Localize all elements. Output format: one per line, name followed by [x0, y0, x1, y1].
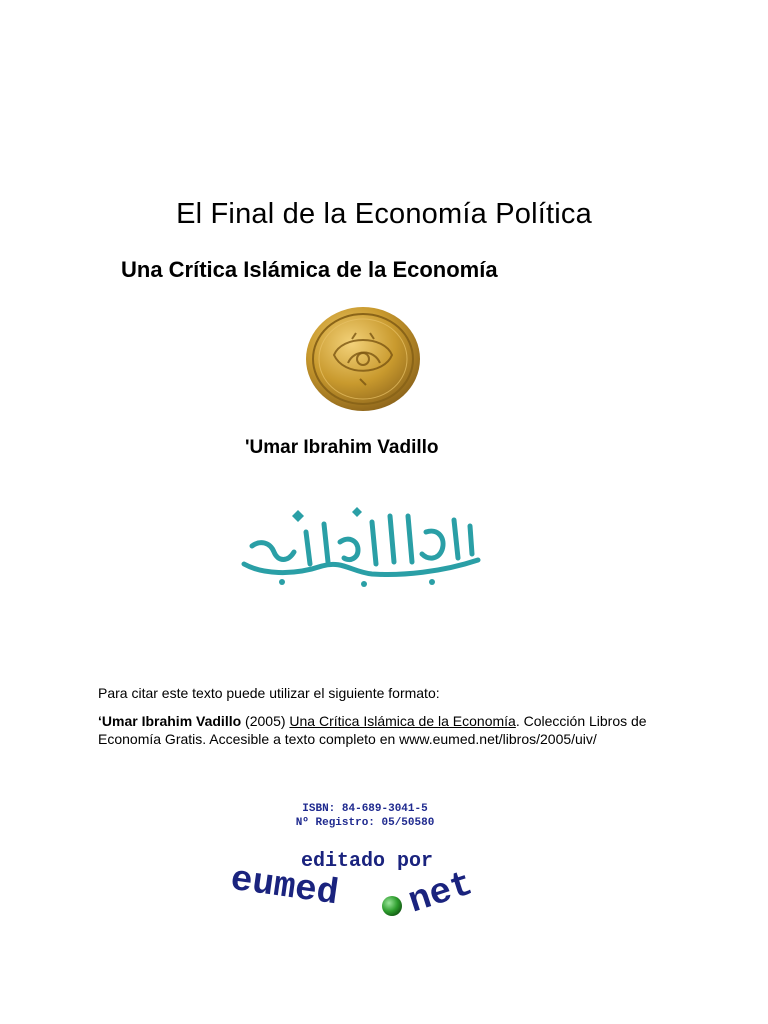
citation-author: ‘Umar Ibrahim Vadillo	[98, 713, 242, 729]
document-subtitle: Una Crítica Islámica de la Economía	[121, 257, 498, 282]
document-title: El Final de la Economía Política	[176, 198, 592, 230]
logo-eumed-text: eumed	[228, 858, 341, 915]
publication-info	[0, 802, 730, 830]
registro-text: Nº Registro: 05/50580	[295, 817, 435, 829]
citation-intro: Para citar este texto puede utilizar el siguiente formato:	[98, 685, 440, 701]
gold-coin-image	[304, 305, 422, 413]
citation-year: (2005)	[241, 713, 290, 729]
citation-text	[98, 712, 658, 748]
citation-details: . Colección Libros de Economía Gratis. Accesible a texto completo en www.eumed.net/libros/2005/uiv/	[98, 713, 647, 747]
logo-top-text: editado por	[300, 850, 434, 873]
logo-net-text: net	[403, 863, 478, 922]
author-name: 'Umar Ibrahim Vadillo	[245, 437, 439, 458]
arabic-calligraphy-image	[232, 502, 488, 594]
citation-book-title-link[interactable]: Una Crítica Islámica de la Economía	[289, 713, 516, 729]
logo-green-dot	[382, 896, 402, 916]
eumed-logo[interactable]	[222, 842, 512, 922]
isbn-text: ISBN: 84-689-3041-5	[302, 803, 428, 815]
